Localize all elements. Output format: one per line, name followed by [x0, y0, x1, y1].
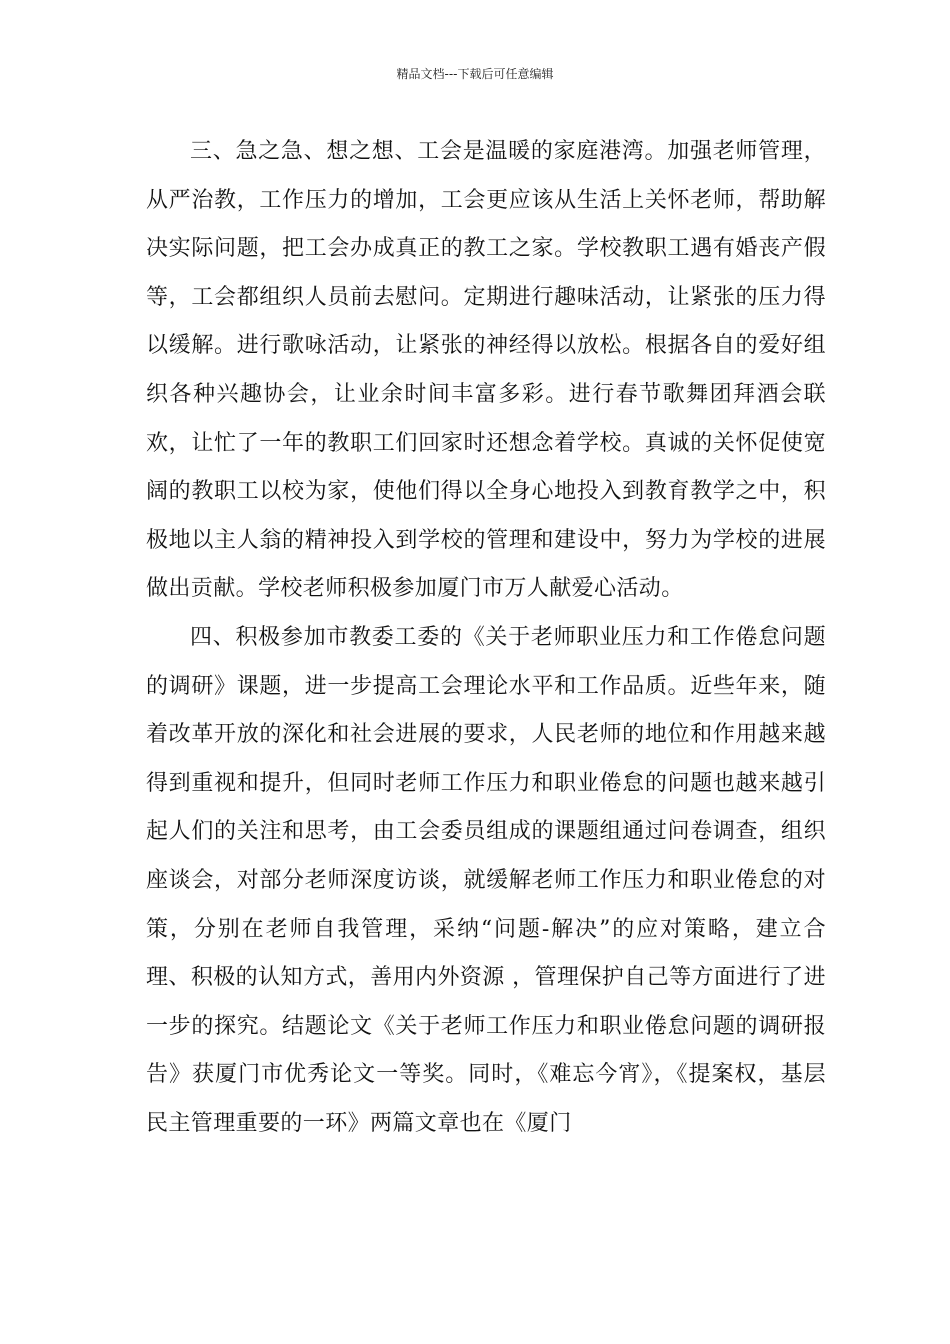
document-body [146, 128, 826, 1148]
page-header: 精品文档---下载后可任意编辑 [396, 67, 554, 81]
paragraph-three: 三、急之急、想之想、工会是温暖的家庭港湾。加强老师管理，从严治教，工作压力的增加，工会更应该从生活上关怀老师，帮助解决实际问题，把工会办成真正的教工之家。学校教职工遇有婚丧产假等，工会都组织人员前去慰问。定期进行趣味活动，让紧张的压力得以缓解。进行歌咏活动，让紧张的神经得以放松。根据各自的爱好组织各种兴趣协会，让业余时间丰富多彩。进行春节歌舞团拜酒会联欢，让忙了一年的教职工们回家时还想念着学校。真诚的关怀促使宽阔的教职工以校为家，使他们得以全身心地投入到教育教学之中，积极地以主人翁的精神投入到学校的管理和建设中，努力为学校的进展做出贡献。学校老师积极参加厦门市万人献爱心活动。 [146, 139, 826, 602]
paragraph-four: 四、积极参加市教委工委的《关于老师职业压力和工作倦怠问题的调研》课题，进一步提高工会理论水平和工作品质。近些年来，随着改革开放的深化和社会进展的要求，人民老师的地位和作用越来越得到重视和提升，但同时老师工作压力和职业倦怠的问题也越来越引起人们的关注和思考，由工会委员组成的课题组通过问卷调查，组织座谈会，对部分老师深度访谈，就缓解老师工作压力和职业倦怠的对策，分别在老师自我管理，采纳“问题-解决”的应对策略，建立合理、积极的认知方式，善用内外资源 ，管理保护自己等方面进行了进一步的探究。结题论文《关于老师工作压力和职业倦怠问题的调研报告》获厦门市优秀论文一等奖。同时，《难忘今宵》，《提案权，基层民主管理重要的一环》两篇文章也在《厦门 [146, 624, 826, 1136]
